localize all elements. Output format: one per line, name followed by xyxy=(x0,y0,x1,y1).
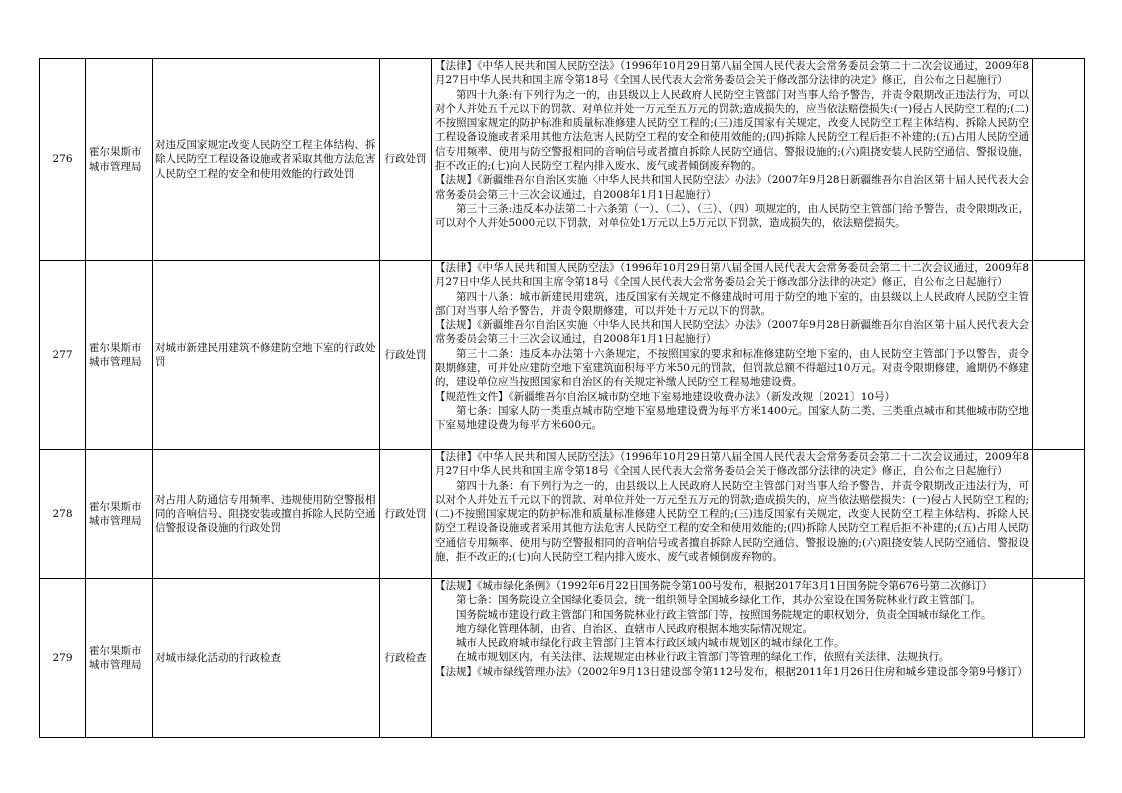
basis-paragraph: 第四十九条:有下列行为之一的，由县级以上人民政府人民防空主管部门对当事人给予警告，并责令限期改正违法行为，可以对个人并处五千元以下的罚款、对单位并处一万元至五万元的罚款;造成损失的，应当依法赔偿损失:(一)侵占人民防空工程的;(二)不按照国家规定的防护标准和质量标准修建人民防空工程的;(三)违反国家有关规定，改变人民防空工程主体结构、拆除人民防空工程设备设施或者采用其他方法危害人民防空工程的安全和使用效能的;(四)拆除人民防空工程后拒不补建的;(五)占用人民防空通信专用频率、使用与防空警报相同的音响信号或者擅自拆除人民防空通信、警报设施的;(六)阻挠安装人民防空通信、警报设施，拒不改正的;(七)向人民防空工程内排入废水、废气或者倾倒废弃物的。 xyxy=(435,88,1029,173)
basis-paragraph: 第七条：国家人防一类重点城市防空地下室易地建设费为每平方米1400元。国家人防二类、三类重点城市和其他城市防空地下室易地建设费为每平方米600元。 xyxy=(435,404,1029,432)
table-row xyxy=(40,450,1085,579)
category-cell: 行政处罚 xyxy=(380,59,432,261)
basis-paragraph: 【法律】《中华人民共和国人民防空法》（1996年10月29日第八届全国人民代表大会常务委员会第二十二次会议通过，2009年8月27日中华人民共和国主席令第18号《全国人民代表大会常务委员会关于修改部分法律的决定》修正，自公布之日起施行） xyxy=(435,262,1029,289)
legal-basis-cell xyxy=(432,59,1033,261)
row-number: 277 xyxy=(40,261,86,450)
basis-paragraph: 国务院城市建设行政主管部门和国务院林业行政主管部门等，按照国务院规定的职权划分，负责全国城市绿化工作。 xyxy=(456,608,992,621)
basis-paragraph: 第三十三条:违反本办法第二十六条第（一）、（二）、（三）、（四）项规定的，由人民防空主管部门给予警告，责令限期改正，可以对个人并处5000元以下罚款，对单位处1万元以上5万元以下罚款，造成损失的，依法赔偿损失。 xyxy=(435,202,1029,230)
basis-paragraph: 【法律】《中华人民共和国人民防空法》（1996年10月29日第八届全国人民代表大会常务委员会第二十二次会议通过，2009年8月27日中华人民共和国主席令第18号《全国人民代表大会常务委员会关于修改部分法律的决定》修正，自公布之日起施行） xyxy=(435,451,1029,478)
basis-paragraph: 第三十二条：违反本办法第十六条规定，不按照国家的要求和标准修建防空地下室的，由人民防空主管部门予以警告，责令限期修建，可并处应建防空地下室建筑面积每平方米50元的罚款，但罚款总额不得超过10万元。对责令限期修建，逾期仍不修建的，建设单位应当按照国家和自治区的有关规定补缴人民防空工程易地建设费。 xyxy=(435,347,1029,389)
basis-paragraph: 【法律】《中华人民共和国人民防空法》（1996年10月29日第八届全国人民代表大会常务委员会第二十二次会议通过，2009年8月27日中华人民共和国主席令第18号《全国人民代表大会常务委员会关于修改部分法律的决定》修正，自公布之日起施行） xyxy=(435,60,1029,87)
empty-cell xyxy=(1033,579,1085,738)
department-cell: 霍尔果斯市城市管理局 xyxy=(86,261,153,450)
item-name-cell: 对占用人防通信专用频率、违规使用防空警报相同的音响信号、阻挠安装或擅自拆除人民防空通信警报设备设施的行政处罚 xyxy=(153,450,380,579)
legal-basis-cell xyxy=(432,261,1033,450)
legal-basis-cell xyxy=(432,579,1033,738)
table-row xyxy=(40,59,1085,261)
basis-paragraph: 第七条：国务院设立全国绿化委员会，统一组织领导全国城乡绿化工作，其办公室设在国务院林业行政主管部门。 xyxy=(456,594,981,607)
empty-cell xyxy=(1033,450,1085,579)
basis-paragraph: 地方绿化管理体制，由省、自治区、直辖市人民政府根据本地实际情况规定。 xyxy=(456,622,813,635)
row-number: 276 xyxy=(40,59,86,261)
empty-cell xyxy=(1033,59,1085,261)
department-cell: 霍尔果斯市城市管理局 xyxy=(86,450,153,579)
legal-basis-cell xyxy=(432,450,1033,579)
table-row xyxy=(40,579,1085,738)
item-name-cell: 对违反国家规定改变人民防空工程主体结构、拆除人民防空工程设备设施或者采取其他方法危害人民防空工程的安全和使用效能的行政处罚 xyxy=(153,59,380,261)
basis-paragraph: 在城市规划区内，有关法律、法规规定由林业行政主管部门等管理的绿化工作，依照有关法律、法规执行。 xyxy=(456,651,950,664)
basis-paragraph: 【法规】《城市绿化条例》（1992年6月22日国务院令第100号发布，根据2017年3月1日国务院令第676号第二次修订） xyxy=(435,580,993,592)
category-cell: 行政处罚 xyxy=(380,261,432,450)
basis-paragraph: 【法规】《新疆维吾尔自治区实施〈中华人民共和国人民防空法〉办法》（2007年9月28日新疆维吾尔自治区第十届人民代表大会常务委员会第三十三次会议通过，自2008年1月1日起施行） xyxy=(435,319,1029,346)
enforcement-items-table xyxy=(39,58,1085,738)
basis-paragraph: 【法规】《城市绿线管理办法》（2002年9月13日建设部令第112号发布，根据2011年1月26日住房和城乡建设部令第9号修订） xyxy=(435,665,1028,678)
row-number: 279 xyxy=(40,579,86,738)
item-name-cell: 对城市绿化活动的行政检查 xyxy=(153,579,380,738)
empty-cell xyxy=(1033,261,1085,450)
basis-paragraph: 【规范性文件】《新疆维吾尔自治区城市防空地下室易地建设收费办法》（新发改规〔2021〕10号） xyxy=(435,390,896,403)
item-name-cell: 对城市新建民用建筑不修建防空地下室的行政处罚 xyxy=(153,261,380,450)
department-cell: 霍尔果斯市城市管理局 xyxy=(86,59,153,261)
table-row xyxy=(40,261,1085,450)
basis-paragraph: 【法规】《新疆维吾尔自治区实施〈中华人民共和国人民防空法〉办法》（2007年9月28日新疆维吾尔自治区第十届人民代表大会常务委员会第三十三次会议通过，自2008年1月1日起施行） xyxy=(435,174,1029,201)
basis-paragraph: 第四十八条：城市新建民用建筑，违反国家有关规定不修建战时可用于防空的地下室的，由县级以上人民政府人民防空主管部门对当事人给予警告，并责令限期修建，可以并处十万元以下的罚款。 xyxy=(435,290,1029,317)
basis-paragraph: 城市人民政府城市绿化行政主管部门主管本行政区域内城市规划区的城市绿化工作。 xyxy=(456,637,845,650)
department-cell: 霍尔果斯市城市管理局 xyxy=(86,579,153,738)
row-number: 278 xyxy=(40,450,86,579)
category-cell: 行政处罚 xyxy=(380,450,432,579)
category-cell: 行政检查 xyxy=(380,579,432,738)
basis-paragraph: 第四十九条：有下列行为之一的，由县级以上人民政府人民防空主管部门对当事人给予警告，并责令限期改正违法行为，可以对个人并处五千元以下的罚款、对单位并处一万元至五万元的罚款;造成损失的，应当依法赔偿损失：(一)侵占人民防空工程的;(二)不按照国家规定的防护标准和质量标准修建人民防空工程的;(三)违反国家有关规定，改变人民防空工程主体结构、拆除人民防空工程设备设施或者采用其他方法危害人民防空工程的安全和使用效能的;(四)拆除人民防空工程后拒不补建的;(五)占用人民防空通信专用频率、使用与防空警报相同的音响信号或者擅自拆除人民防空通信、警报设施的;(六)阻挠安装人民防空通信、警报设施，拒不改正的;(七)向人民防空工程内排入废水、废气或者倾倒废弃物的。 xyxy=(435,479,1029,564)
